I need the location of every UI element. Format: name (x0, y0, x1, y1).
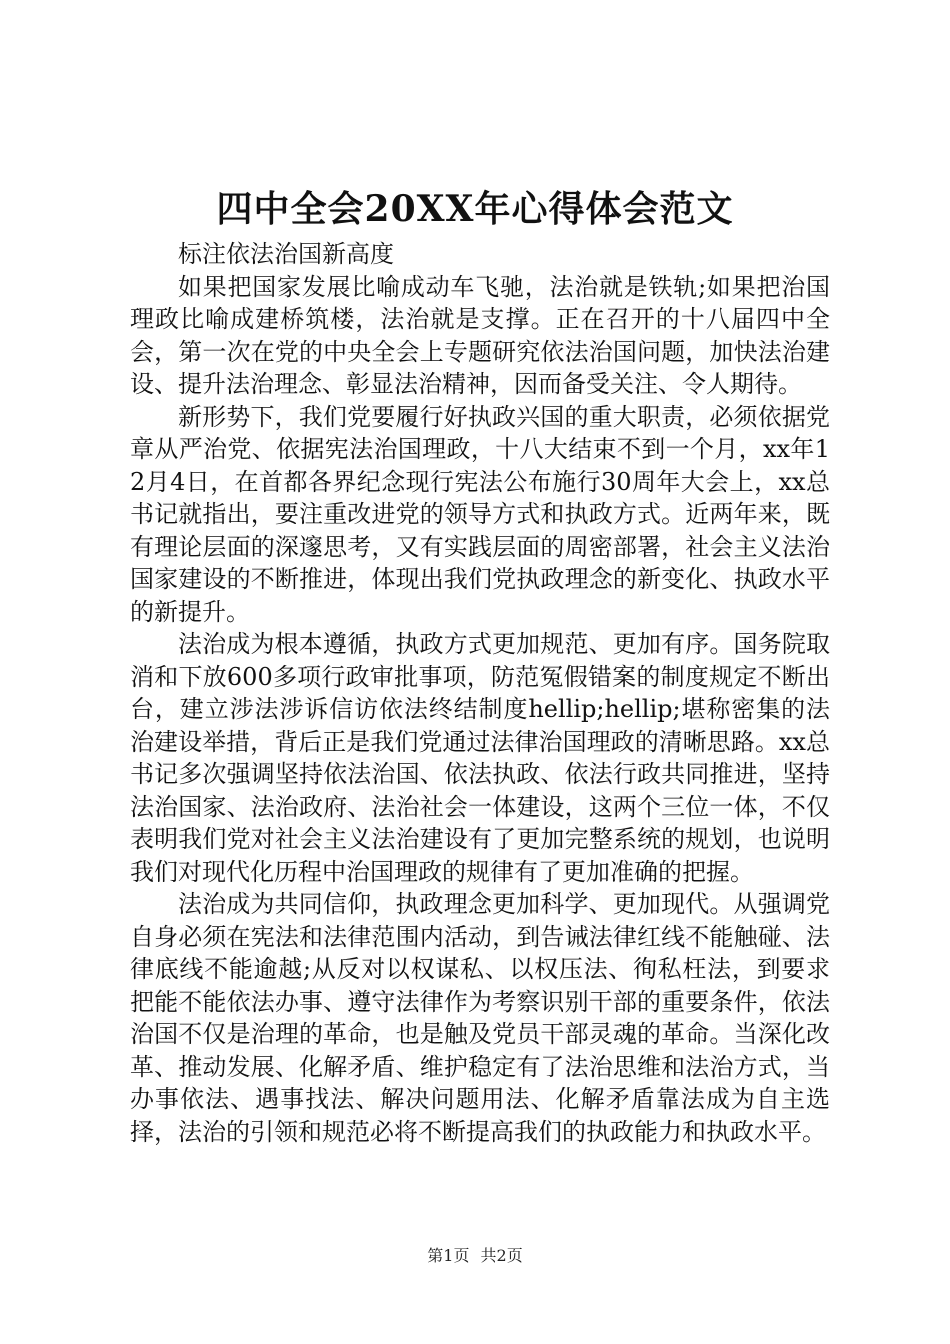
paragraph-4: 法治成为共同信仰，执政理念更加科学、更加现代。从强调党自身必须在宪法和法律范围内活动，到告诫法律红线不能触碰、法律底线不能逾越;从反对以权谋私、以权压法、徇私枉法，到要求把能不能依法办事、遵守法律作为考察识别干部的重要条件，依法治国不仅是治理的革命，也是触及党员干部灵魂的革命。当深化改革、推动发展、化解矛盾、维护稳定有了法治思维和法治方式，当办事依法、遇事找法、解决问题用法、化解矛盾靠法成为自主选择，法治的引领和规范必将不断提高我们的执政能力和执政水平。 (130, 890, 830, 1146)
document-subtitle: 标注依法治国新高度 (178, 240, 394, 268)
paragraph-3: 法治成为根本遵循，执政方式更加规范、更加有序。国务院取消和下放600多项行政审批事项，防范冤假错案的制度规定不断出台，建立涉法涉诉信访依法终结制度hellip;hellip;堪称密集的法治建设举措，背后正是我们党通过法律治国理政的清晰思路。xx总书记多次强调坚持依法治国、依法执政、依法行政共同推进，坚持法治国家、法治政府、法治社会一体建设，这两个三位一体，不仅表明我们党对社会主义法治建设有了更加完整系统的规划，也说明我们对现代化历程中治国理政的规律有了更加准确的把握。 (130, 630, 830, 886)
document-body (130, 238, 830, 1148)
page-footer (0, 1245, 950, 1267)
paragraph-2: 新形势下，我们党要履行好执政兴国的重大职责，必须依据党章从严治党、依据宪法治国理政，十八大结束不到一个月，xx年12月4日，在首都各界纪念现行宪法公布施行30周年大会上，xx总书记就指出，要注重改进党的领导方式和执政方式。近两年来，既有理论层面的深邃思考，又有实践层面的周密部署，社会主义法治国家建设的不断推进，体现出我们党执政理念的新变化、执政水平的新提升。 (130, 402, 830, 626)
page-total: 共2页 (480, 1246, 523, 1265)
paragraph-1: 如果把国家发展比喻成动车飞驰，法治就是铁轨;如果把治国理政比喻成建桥筑楼，法治就是支撑。正在召开的十八届四中全会，第一次在党的中央全会上专题研究依法治国问题，加快法治建设、提升法治理念、彰显法治精神，因而备受关注、令人期待。 (130, 272, 830, 398)
page-number: 第1页 (427, 1246, 470, 1265)
document-title: 四中全会20XX年心得体会范文 (216, 188, 734, 230)
